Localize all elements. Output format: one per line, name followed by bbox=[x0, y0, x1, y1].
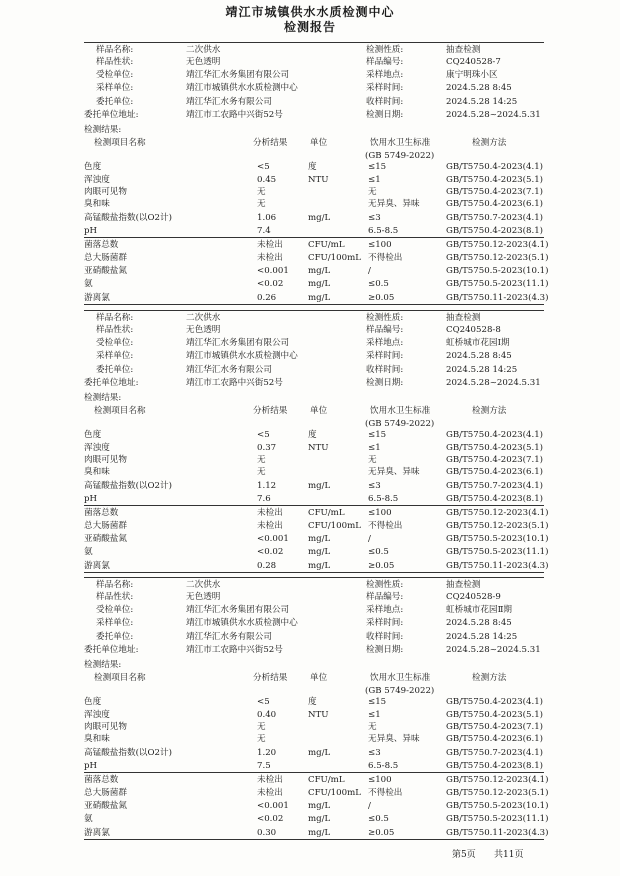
info-label: 检测日期: bbox=[366, 110, 404, 120]
column-header-item: 检测项目名称 bbox=[94, 673, 146, 683]
info-label: 采样地点: bbox=[366, 338, 404, 348]
info-value: 靖江市城镇供水水质检测中心 bbox=[186, 83, 298, 93]
info-label: 样品编号: bbox=[366, 57, 404, 67]
info-label: 采样地点: bbox=[366, 70, 404, 80]
table-row-result: 7.4 bbox=[257, 226, 271, 236]
table-row-standard: ≤3 bbox=[368, 213, 381, 223]
info-value: 靖江华汇水务集团有限公司 bbox=[186, 605, 290, 615]
column-header-item: 检测项目名称 bbox=[94, 138, 146, 148]
table-row-item: 游离氯 bbox=[84, 828, 110, 838]
info-value: 虹桥城市花园Ⅱ期 bbox=[446, 605, 512, 615]
table-row-unit: mg/L bbox=[308, 213, 331, 223]
table-row-item: 肉眼可见物 bbox=[84, 455, 127, 465]
table-row-standard: / bbox=[368, 534, 371, 544]
table-row-item: 浑浊度 bbox=[84, 710, 110, 720]
column-header-standard-code: (GB 5749-2022) bbox=[365, 419, 435, 429]
table-row-method: GB/T5750.7-2023(4.1) bbox=[446, 213, 544, 223]
info-label: 委托单位地址: bbox=[84, 378, 139, 388]
table-row-method: GB/T5750.4-2023(6.1) bbox=[446, 199, 544, 209]
table-row-method: GB/T5750.4-2023(7.1) bbox=[446, 455, 544, 465]
table-row-standard: ≤3 bbox=[368, 748, 381, 758]
table-row-result: <5 bbox=[257, 697, 270, 707]
column-header-unit: 单位 bbox=[310, 406, 328, 416]
page-total: 共11页 bbox=[494, 850, 524, 860]
table-row-standard: ≤100 bbox=[368, 775, 392, 785]
table-row-result: 无 bbox=[257, 734, 266, 744]
table-row-standard: 无异臭、异味 bbox=[368, 467, 420, 477]
table-row-item: 色度 bbox=[84, 430, 102, 440]
table-row-item: 氨 bbox=[84, 279, 93, 289]
table-row-result: 未检出 bbox=[257, 508, 283, 518]
table-row-method: GB/T5750.12-2023(4.1) bbox=[446, 775, 549, 785]
info-label: 检测性质: bbox=[366, 580, 404, 590]
table-row-item: 肉眼可见物 bbox=[84, 722, 127, 732]
table-row-unit: 度 bbox=[308, 162, 317, 172]
info-label: 样品名称: bbox=[96, 313, 134, 323]
results-heading: 检测结果: bbox=[84, 393, 122, 403]
info-label: 样品编号: bbox=[366, 592, 404, 602]
table-row-item: 肉眼可见物 bbox=[84, 187, 127, 197]
column-header-item: 检测项目名称 bbox=[94, 406, 146, 416]
table-row-result: 无 bbox=[257, 199, 266, 209]
table-row-item: 高锰酸盐指数(以O2计) bbox=[84, 213, 172, 223]
column-header-method: 检测方法 bbox=[472, 406, 507, 416]
info-value: 靖江华汇水务有限公司 bbox=[186, 97, 272, 107]
table-row-unit: mg/L bbox=[308, 293, 331, 303]
table-row-method: GB/T5750.5-2023(10.1) bbox=[446, 801, 549, 811]
info-label: 检测日期: bbox=[366, 378, 404, 388]
table-row-standard: ≤15 bbox=[368, 697, 387, 707]
column-header-result: 分析结果 bbox=[253, 138, 288, 148]
table-row-unit: mg/L bbox=[308, 801, 331, 811]
table-row-result: 1.20 bbox=[257, 748, 277, 758]
table-row-result: 1.06 bbox=[257, 213, 277, 223]
table-row-standard: 无异臭、异味 bbox=[368, 199, 420, 209]
table-row-method: GB/T5750.4-2023(8.1) bbox=[446, 761, 544, 771]
table-row-result: <5 bbox=[257, 162, 270, 172]
info-label: 收样时间: bbox=[366, 632, 404, 642]
table-row-method: GB/T5750.5-2023(10.1) bbox=[446, 534, 549, 544]
table-row-unit: CFU/mL bbox=[308, 240, 345, 250]
table-row-method: GB/T5750.5-2023(11.1) bbox=[446, 547, 549, 557]
info-value: 抽查检测 bbox=[446, 313, 481, 323]
table-row-item: 总大肠菌群 bbox=[84, 521, 127, 531]
section-bottom-rule bbox=[84, 839, 544, 840]
table-row-item: 臭和味 bbox=[84, 734, 110, 744]
info-value: 虹桥城市花园Ⅰ期 bbox=[446, 338, 510, 348]
info-value: 靖江市工农路中兴街52号 bbox=[186, 110, 283, 120]
info-value: 靖江华汇水务集团有限公司 bbox=[186, 70, 290, 80]
table-row-item: 臭和味 bbox=[84, 199, 110, 209]
table-row-item: 色度 bbox=[84, 162, 102, 172]
table-row-standard: ≤3 bbox=[368, 481, 381, 491]
results-heading: 检测结果: bbox=[84, 660, 122, 670]
info-label: 受检单位: bbox=[96, 70, 134, 80]
table-row-item: 浑浊度 bbox=[84, 175, 110, 185]
info-label: 样品编号: bbox=[366, 325, 404, 335]
info-label: 受检单位: bbox=[96, 338, 134, 348]
column-header-standard: 饮用水卫生标准 bbox=[370, 673, 431, 683]
info-value: CQ240528-9 bbox=[446, 592, 501, 602]
table-row-method: GB/T5750.4-2023(6.1) bbox=[446, 734, 544, 744]
table-row-method: GB/T5750.5-2023(10.1) bbox=[446, 266, 549, 276]
results-heading: 检测结果: bbox=[84, 125, 122, 135]
info-value: 靖江市城镇供水水质检测中心 bbox=[186, 351, 298, 361]
section-top-rule bbox=[84, 310, 544, 311]
column-header-standard: 饮用水卫生标准 bbox=[370, 406, 431, 416]
table-row-standard: 6.5-8.5 bbox=[368, 761, 399, 771]
table-row-item: pH bbox=[84, 226, 97, 236]
column-header-standard: 饮用水卫生标准 bbox=[370, 138, 431, 148]
sample-section bbox=[0, 577, 620, 839]
info-label: 样品性状: bbox=[96, 325, 134, 335]
table-row-method: GB/T5750.5-2023(11.1) bbox=[446, 814, 549, 824]
table-row-standard: / bbox=[368, 801, 371, 811]
info-value: 二次供水 bbox=[186, 313, 221, 323]
info-label: 委托单位: bbox=[96, 365, 134, 375]
table-row-method: GB/T5750.4-2023(7.1) bbox=[446, 722, 544, 732]
info-label: 委托单位: bbox=[96, 97, 134, 107]
table-row-standard: ≥0.05 bbox=[368, 293, 395, 303]
table-row-result: 无 bbox=[257, 455, 266, 465]
report-title: 检测报告 bbox=[283, 20, 336, 34]
table-row-standard: ≤100 bbox=[368, 508, 392, 518]
sample-section bbox=[0, 42, 620, 304]
info-value: 靖江市工农路中兴街52号 bbox=[186, 645, 283, 655]
table-row-result: 未检出 bbox=[257, 521, 283, 531]
section-bottom-rule bbox=[84, 572, 544, 573]
table-row-item: 总大肠菌群 bbox=[84, 788, 127, 798]
table-row-unit: mg/L bbox=[308, 266, 331, 276]
table-row-standard: ≤1 bbox=[368, 175, 381, 185]
table-divider bbox=[84, 772, 544, 773]
info-label: 受检单位: bbox=[96, 605, 134, 615]
info-value: 无色透明 bbox=[186, 57, 221, 67]
table-row-method: GB/T5750.4-2023(8.1) bbox=[446, 226, 544, 236]
table-row-unit: mg/L bbox=[308, 748, 331, 758]
table-row-unit: NTU bbox=[308, 443, 329, 453]
table-row-standard: ≤100 bbox=[368, 240, 392, 250]
table-row-method: GB/T5750.4-2023(4.1) bbox=[446, 162, 544, 172]
table-row-method: GB/T5750.7-2023(4.1) bbox=[446, 748, 544, 758]
info-label: 检测性质: bbox=[366, 313, 404, 323]
info-label: 委托单位地址: bbox=[84, 645, 139, 655]
table-row-result: 0.40 bbox=[257, 710, 277, 720]
table-row-unit: 度 bbox=[308, 430, 317, 440]
table-row-item: 游离氯 bbox=[84, 293, 110, 303]
info-value: 靖江华汇水务集团有限公司 bbox=[186, 338, 290, 348]
table-row-result: 0.30 bbox=[257, 828, 277, 838]
table-row-standard: 无 bbox=[368, 187, 377, 197]
info-label: 样品性状: bbox=[96, 592, 134, 602]
table-row-result: <0.001 bbox=[257, 534, 289, 544]
org-title: 靖江市城镇供水水质检测中心 bbox=[225, 5, 395, 19]
table-row-standard: 不得检出 bbox=[368, 253, 403, 263]
table-row-result: 0.28 bbox=[257, 561, 277, 571]
table-row-item: 亚硝酸盐氮 bbox=[84, 801, 127, 811]
info-value: 靖江华汇水务有限公司 bbox=[186, 632, 272, 642]
info-value: 靖江市城镇供水水质检测中心 bbox=[186, 618, 298, 628]
info-value: 靖江市工农路中兴街52号 bbox=[186, 378, 283, 388]
info-label: 收样时间: bbox=[366, 365, 404, 375]
table-row-unit: mg/L bbox=[308, 814, 331, 824]
table-row-method: GB/T5750.11-2023(4.3) bbox=[446, 561, 549, 571]
table-row-method: GB/T5750.12-2023(4.1) bbox=[446, 240, 549, 250]
info-value: 2024.5.28~2024.5.31 bbox=[446, 645, 541, 655]
table-row-standard: / bbox=[368, 266, 371, 276]
table-row-unit: mg/L bbox=[308, 279, 331, 289]
table-row-standard: 不得检出 bbox=[368, 521, 403, 531]
table-divider bbox=[84, 237, 544, 238]
table-row-method: GB/T5750.12-2023(5.1) bbox=[446, 788, 549, 798]
table-row-standard: ≤1 bbox=[368, 443, 381, 453]
info-value: 靖江华汇水务有限公司 bbox=[186, 365, 272, 375]
table-row-method: GB/T5750.4-2023(5.1) bbox=[446, 710, 544, 720]
info-label: 检测性质: bbox=[366, 45, 404, 55]
info-value: 2024.5.28 14:25 bbox=[446, 632, 518, 642]
table-row-unit: mg/L bbox=[308, 481, 331, 491]
table-row-item: 游离氯 bbox=[84, 561, 110, 571]
table-row-result: 1.12 bbox=[257, 481, 277, 491]
info-value: CQ240528-7 bbox=[446, 57, 501, 67]
info-value: 2024.5.28 14:25 bbox=[446, 365, 518, 375]
table-row-method: GB/T5750.5-2023(11.1) bbox=[446, 279, 549, 289]
column-header-standard-code: (GB 5749-2022) bbox=[365, 151, 435, 161]
column-header-unit: 单位 bbox=[310, 673, 328, 683]
info-label: 采样单位: bbox=[96, 618, 134, 628]
table-row-unit: CFU/100mL bbox=[308, 253, 361, 263]
column-header-result: 分析结果 bbox=[253, 673, 288, 683]
table-row-standard: 无 bbox=[368, 455, 377, 465]
table-row-result: 无 bbox=[257, 187, 266, 197]
table-row-item: 色度 bbox=[84, 697, 102, 707]
info-value: 二次供水 bbox=[186, 45, 221, 55]
table-row-result: 0.45 bbox=[257, 175, 277, 185]
table-row-result: 7.5 bbox=[257, 761, 271, 771]
table-row-item: pH bbox=[84, 494, 97, 504]
table-row-item: 菌落总数 bbox=[84, 508, 119, 518]
column-header-method: 检测方法 bbox=[472, 138, 507, 148]
info-value: 2024.5.28 8:45 bbox=[446, 83, 512, 93]
table-row-unit: CFU/mL bbox=[308, 775, 345, 785]
table-row-item: 氨 bbox=[84, 547, 93, 557]
column-header-result: 分析结果 bbox=[253, 406, 288, 416]
info-label: 采样单位: bbox=[96, 83, 134, 93]
table-row-result: 0.37 bbox=[257, 443, 277, 453]
section-bottom-rule bbox=[84, 304, 544, 305]
table-row-result: 7.6 bbox=[257, 494, 271, 504]
column-header-method: 检测方法 bbox=[472, 673, 507, 683]
info-label: 样品名称: bbox=[96, 45, 134, 55]
table-row-item: 亚硝酸盐氮 bbox=[84, 266, 127, 276]
table-divider bbox=[84, 505, 544, 506]
table-row-unit: CFU/100mL bbox=[308, 521, 361, 531]
table-row-method: GB/T5750.4-2023(7.1) bbox=[446, 187, 544, 197]
table-row-result: <0.02 bbox=[257, 279, 284, 289]
table-row-method: GB/T5750.11-2023(4.3) bbox=[446, 828, 549, 838]
column-header-unit: 单位 bbox=[310, 138, 328, 148]
table-row-result: 0.26 bbox=[257, 293, 277, 303]
table-row-result: 未检出 bbox=[257, 253, 283, 263]
table-row-standard: ≤15 bbox=[368, 430, 387, 440]
table-row-unit: CFU/100mL bbox=[308, 788, 361, 798]
info-label: 采样时间: bbox=[366, 83, 404, 93]
section-top-rule bbox=[84, 42, 544, 43]
info-label: 采样时间: bbox=[366, 351, 404, 361]
table-row-standard: ≤1 bbox=[368, 710, 381, 720]
info-value: CQ240528-8 bbox=[446, 325, 501, 335]
section-top-rule bbox=[84, 577, 544, 578]
table-row-method: GB/T5750.4-2023(4.1) bbox=[446, 430, 544, 440]
column-header-standard-code: (GB 5749-2022) bbox=[365, 686, 435, 696]
info-label: 检测日期: bbox=[366, 645, 404, 655]
table-row-item: 亚硝酸盐氮 bbox=[84, 534, 127, 544]
table-row-standard: ≤0.5 bbox=[368, 547, 389, 557]
info-label: 采样地点: bbox=[366, 605, 404, 615]
table-row-item: pH bbox=[84, 761, 97, 771]
table-row-result: <0.001 bbox=[257, 801, 289, 811]
table-row-item: 氨 bbox=[84, 814, 93, 824]
table-row-unit: 度 bbox=[308, 697, 317, 707]
table-row-method: GB/T5750.12-2023(5.1) bbox=[446, 521, 549, 531]
table-row-unit: NTU bbox=[308, 710, 329, 720]
info-value: 抽查检测 bbox=[446, 580, 481, 590]
info-value: 抽查检测 bbox=[446, 45, 481, 55]
info-value: 无色透明 bbox=[186, 325, 221, 335]
table-row-method: GB/T5750.12-2023(5.1) bbox=[446, 253, 549, 263]
table-row-method: GB/T5750.4-2023(6.1) bbox=[446, 467, 544, 477]
table-row-result: <5 bbox=[257, 430, 270, 440]
table-row-result: 未检出 bbox=[257, 240, 283, 250]
info-label: 采样单位: bbox=[96, 351, 134, 361]
table-row-item: 高锰酸盐指数(以O2计) bbox=[84, 748, 172, 758]
table-row-result: <0.001 bbox=[257, 266, 289, 276]
info-label: 样品名称: bbox=[96, 580, 134, 590]
table-row-unit: mg/L bbox=[308, 561, 331, 571]
table-row-result: 无 bbox=[257, 722, 266, 732]
table-row-method: GB/T5750.4-2023(5.1) bbox=[446, 443, 544, 453]
table-row-item: 浑浊度 bbox=[84, 443, 110, 453]
info-value: 2024.5.28 8:45 bbox=[446, 618, 512, 628]
table-row-method: GB/T5750.7-2023(4.1) bbox=[446, 481, 544, 491]
info-value: 无色透明 bbox=[186, 592, 221, 602]
table-row-method: GB/T5750.4-2023(8.1) bbox=[446, 494, 544, 504]
table-row-item: 臭和味 bbox=[84, 467, 110, 477]
info-value: 2024.5.28~2024.5.31 bbox=[446, 110, 541, 120]
info-label: 委托单位地址: bbox=[84, 110, 139, 120]
info-value: 康宁明珠小区 bbox=[446, 70, 498, 80]
info-label: 样品性状: bbox=[96, 57, 134, 67]
info-label: 委托单位: bbox=[96, 632, 134, 642]
table-row-standard: ≤0.5 bbox=[368, 279, 389, 289]
sample-section bbox=[0, 310, 620, 572]
table-row-unit: mg/L bbox=[308, 534, 331, 544]
table-row-standard: ≤0.5 bbox=[368, 814, 389, 824]
table-row-unit: mg/L bbox=[308, 828, 331, 838]
table-row-standard: ≥0.05 bbox=[368, 561, 395, 571]
table-row-standard: 无 bbox=[368, 722, 377, 732]
table-row-standard: 6.5-8.5 bbox=[368, 494, 399, 504]
table-row-standard: 6.5-8.5 bbox=[368, 226, 399, 236]
table-row-unit: CFU/mL bbox=[308, 508, 345, 518]
info-value: 2024.5.28~2024.5.31 bbox=[446, 378, 541, 388]
page-number: 第5页 bbox=[452, 850, 476, 860]
info-value: 二次供水 bbox=[186, 580, 221, 590]
table-row-unit: NTU bbox=[308, 175, 329, 185]
table-row-method: GB/T5750.4-2023(5.1) bbox=[446, 175, 544, 185]
table-row-standard: 无异臭、异味 bbox=[368, 734, 420, 744]
table-row-standard: ≤15 bbox=[368, 162, 387, 172]
info-label: 采样时间: bbox=[366, 618, 404, 628]
table-row-result: 未检出 bbox=[257, 775, 283, 785]
table-row-result: <0.02 bbox=[257, 814, 284, 824]
table-row-unit: mg/L bbox=[308, 547, 331, 557]
table-row-item: 高锰酸盐指数(以O2计) bbox=[84, 481, 172, 491]
table-row-standard: ≥0.05 bbox=[368, 828, 395, 838]
table-row-method: GB/T5750.4-2023(4.1) bbox=[446, 697, 544, 707]
info-value: 2024.5.28 8:45 bbox=[446, 351, 512, 361]
table-row-standard: 不得检出 bbox=[368, 788, 403, 798]
table-row-result: 无 bbox=[257, 467, 266, 477]
table-row-method: GB/T5750.11-2023(4.3) bbox=[446, 293, 549, 303]
table-row-item: 菌落总数 bbox=[84, 240, 119, 250]
info-label: 收样时间: bbox=[366, 97, 404, 107]
info-value: 2024.5.28 14:25 bbox=[446, 97, 518, 107]
table-row-method: GB/T5750.12-2023(4.1) bbox=[446, 508, 549, 518]
table-row-result: <0.02 bbox=[257, 547, 284, 557]
table-row-item: 总大肠菌群 bbox=[84, 253, 127, 263]
table-row-item: 菌落总数 bbox=[84, 775, 119, 785]
table-row-result: 未检出 bbox=[257, 788, 283, 798]
